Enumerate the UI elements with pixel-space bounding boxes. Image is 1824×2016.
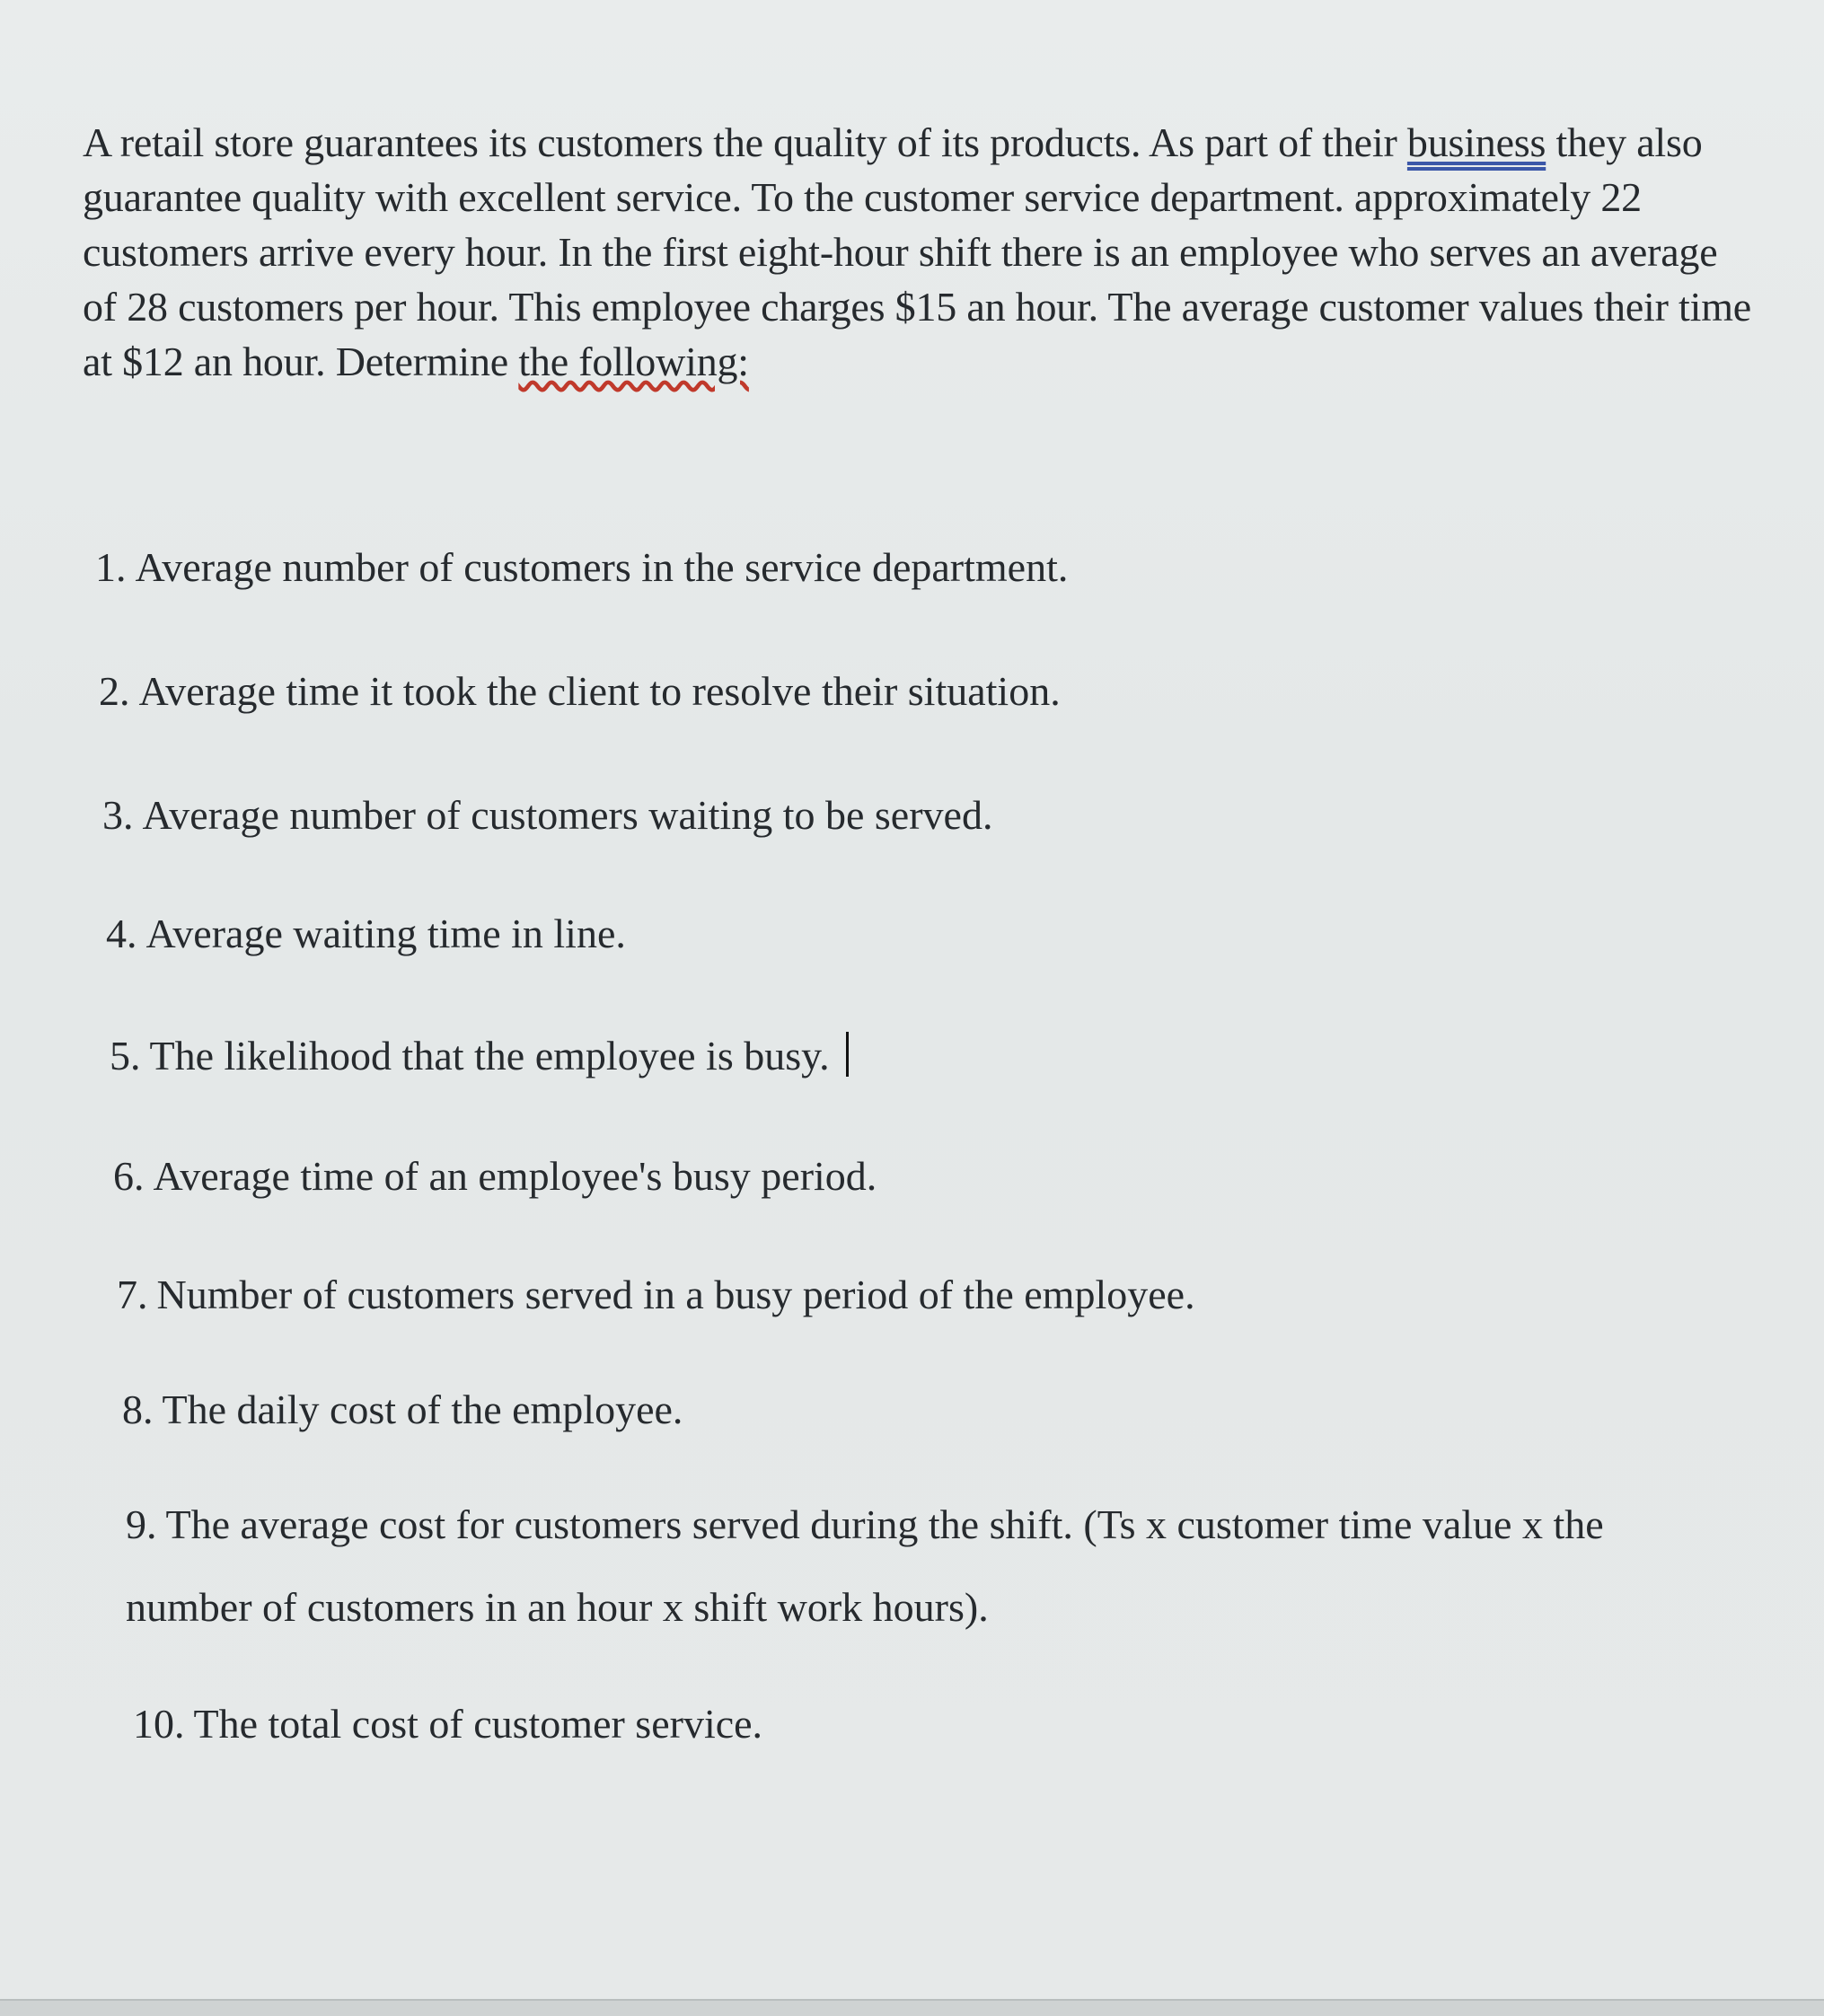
question-number: 8. — [122, 1387, 154, 1432]
question-number: 1. — [95, 544, 127, 590]
question-item — [117, 1270, 1195, 1320]
question-text: Average time it took the client to resolve their situation. — [138, 668, 1061, 714]
page-bottom-edge — [0, 1999, 1824, 2016]
question-text: Average number of customers waiting to be served. — [142, 792, 993, 838]
text-cursor — [846, 1032, 849, 1077]
problem-statement — [83, 115, 1753, 389]
question-number: 5. — [110, 1033, 141, 1078]
question-number: 10. — [133, 1701, 185, 1747]
question-item — [122, 1385, 683, 1435]
question-number: 3. — [102, 792, 134, 838]
question-item — [113, 1151, 877, 1202]
question-text: Number of customers served in a busy period of the employee. — [156, 1272, 1195, 1317]
question-number: 7. — [117, 1272, 148, 1317]
question-text: The daily cost of the employee. — [162, 1387, 683, 1432]
question-number: 4. — [106, 911, 137, 956]
question-item — [99, 666, 1061, 717]
question-text: The likelihood that the employee is busy. — [149, 1033, 830, 1078]
question-item — [106, 909, 626, 959]
question-number: 6. — [113, 1153, 145, 1199]
question-item — [95, 542, 1068, 593]
question-text: Average number of customers in the service department. — [135, 544, 1069, 590]
question-text: The average cost for customers served during the shift. (Ts x customer time value x the number of customers in an hour x shift work hours). — [126, 1501, 1604, 1630]
question-text: The total cost of customer service. — [193, 1701, 763, 1747]
grammar-flagged-word[interactable]: business — [1406, 119, 1546, 165]
question-item — [126, 1483, 1652, 1649]
question-text: Average waiting time in line. — [145, 911, 626, 956]
problem-paragraph — [83, 115, 1753, 389]
question-item — [102, 790, 992, 841]
intro-part-1: A retail store guarantees its customers the quality of its products. As part of their — [83, 119, 1407, 165]
question-text: Average time of an employee's busy period. — [153, 1153, 877, 1199]
intro-part-2: they also guarantee quality with excellent service. To the customer service department. approximately 22 customers arrive every hour. In the first eight-hour shift there is an employee who serves an average of 28 customers per hour. This employee charges $15 an hour. The average customer values their time at $12 an hour. Determine — [83, 119, 1752, 384]
question-item — [110, 1031, 849, 1081]
question-number: 2. — [99, 668, 130, 714]
spell-flagged-phrase[interactable]: the following: — [518, 339, 749, 384]
question-number: 9. — [126, 1501, 157, 1547]
question-item — [133, 1699, 762, 1749]
